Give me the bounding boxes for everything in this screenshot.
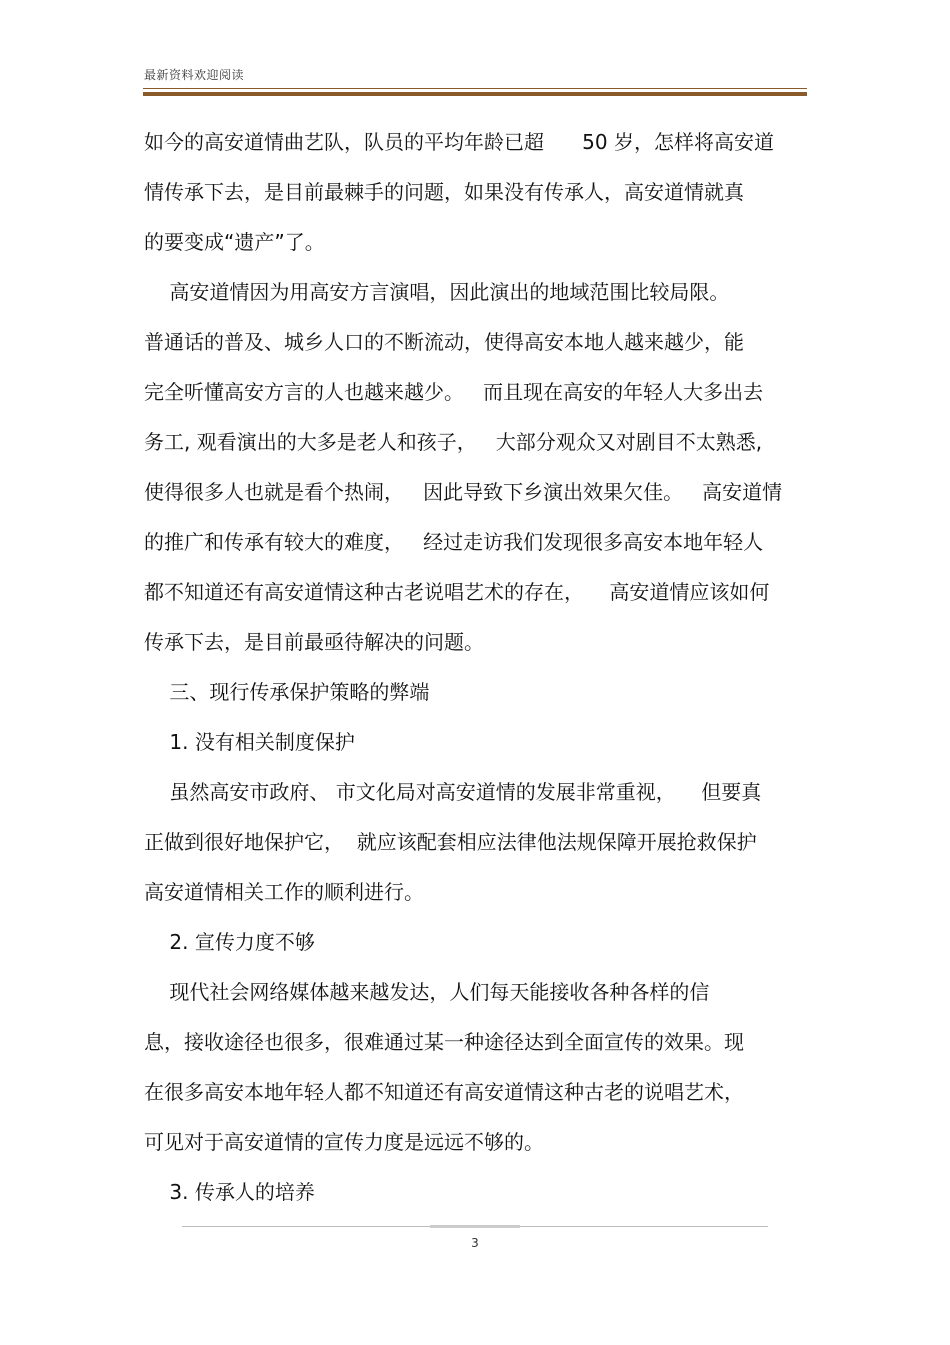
text-line: 息，接收途径也很多，很难通过某一种途径达到全面宣传的效果。现	[144, 1030, 744, 1054]
text-line: 高安道情相关工作的顺利进行。	[144, 880, 424, 904]
text-line: 情传承下去，是目前最棘手的问题，如果没有传承人，高安道情就真	[144, 180, 744, 204]
text-line: 如今的高安道情曲艺队，队员的平均年龄已超 50 岁，怎样将高安道	[144, 130, 774, 154]
page-number: 3	[471, 1236, 479, 1250]
header-rule-thick	[143, 92, 807, 96]
text-line: 正做到很好地保护它， 就应该配套相应法律他法规保障开展抢救保护	[144, 830, 757, 854]
subsection-heading: 2. 宣传力度不够	[144, 930, 315, 954]
text-line: 普通话的普及、城乡人口的不断流动，使得高安本地人越来越少，能	[144, 330, 744, 354]
text-line: 传承下去，是目前最亟待解决的问题。	[144, 630, 484, 654]
text-line: 可见对于高安道情的宣传力度是远远不够的。	[144, 1130, 544, 1154]
text-line: 的要变成“遗产”了。	[144, 230, 325, 254]
footer-rule-accent	[430, 1225, 520, 1228]
header-rule-thin	[143, 88, 807, 89]
text-line: 虽然高安市政府、 市文化局对高安道情的发展非常重视， 但要真	[144, 780, 762, 804]
subsection-heading: 3. 传承人的培养	[144, 1180, 315, 1204]
subsection-heading: 1. 没有相关制度保护	[144, 730, 355, 754]
text-line: 完全听懂高安方言的人也越来越少。 而且现在高安的年轻人大多出去	[144, 380, 764, 404]
text-line: 高安道情因为用高安方言演唱，因此演出的地域范围比较局限。	[144, 280, 730, 304]
header-text: 最新资料欢迎阅读	[144, 68, 245, 82]
text-line: 在很多高安本地年轻人都不知道还有高安道情这种古老的说唱艺术，	[144, 1080, 744, 1104]
text-line: 都不知道还有高安道情这种古老说唱艺术的存在， 高安道情应该如何	[144, 580, 770, 604]
section-heading: 三、现行传承保护策略的弊端	[144, 680, 430, 704]
text-line: 的推广和传承有较大的难度， 经过走访我们发现很多高安本地年轻人	[144, 530, 764, 554]
text-line: 现代社会网络媒体越来越发达，人们每天能接收各种各样的信	[144, 980, 710, 1004]
text-line: 务工, 观看演出的大多是老人和孩子， 大部分观众又对剧目不太熟悉,	[144, 430, 763, 454]
text-line: 使得很多人也就是看个热闹， 因此导致下乡演出效果欠佳。 高安道情	[144, 480, 783, 504]
